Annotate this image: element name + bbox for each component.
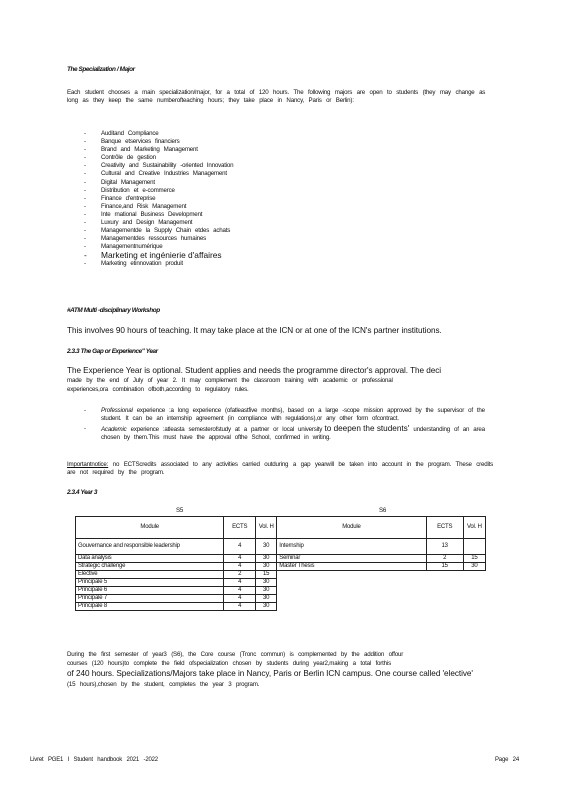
gap-line-3: experiences,ora combination ofboth,according to regulatory rules. (67, 386, 249, 393)
major-label: Digital Management (101, 178, 155, 186)
vol-cell: 30 (256, 595, 277, 603)
header-ects-s5: ECTS (224, 517, 256, 539)
major-item (84, 130, 233, 138)
gap-note (67, 461, 497, 476)
ects-cell: 4 (224, 555, 256, 563)
table-row (76, 539, 486, 555)
major-label: Banque etservices financiers (101, 138, 180, 146)
major-label: Brand and Marketing Management (101, 146, 198, 154)
bullet-dash: - (84, 259, 86, 267)
module-cell: Principale 5 (76, 579, 224, 587)
major-label: Inte rnational Business Development (101, 210, 203, 218)
major-label: Luxury and Design Management (101, 219, 193, 227)
module-cell: Principale 8 (76, 603, 224, 611)
year3-heading: 2.3.4 Year 3 (67, 489, 98, 496)
major-item (84, 203, 233, 211)
table-row (76, 555, 486, 563)
module-cell: Strategic challenge (76, 563, 224, 571)
bullet-dash: - (84, 138, 86, 146)
ects-cell: 4 (224, 563, 256, 571)
ects-cell: 4 (224, 595, 256, 603)
note-text: no ECTScredits associated to any activities carried outduring a gap yearwill be taken into account in the program. These credits are not required by the program. (67, 461, 494, 476)
header-module-s6: Module (277, 517, 426, 539)
module-cell: Data analysis (76, 555, 224, 563)
major-label: Creativity and Sustainability -oriented Innovation (101, 162, 234, 170)
major-label: Auditand Compliance (101, 130, 159, 137)
s6-label: S6 (379, 507, 387, 514)
closing-line-2: courses (120 hours)to complete the field ofspecialization chosen by students during year2,making a total forthis (67, 660, 391, 667)
vol-cell: 30 (256, 539, 277, 555)
header-vol-s6: Vol. H (463, 517, 485, 539)
bullet-dash: - (84, 243, 86, 251)
major-label: Marketing et ingénierie d'affaires (101, 250, 222, 261)
option-text: experience :a long experience (ofatleastfive months), based on a large -scope mission approved by the supervisor of the student. It can be an internship agreement (in compliance with regulations),or any other form ofcontract. (101, 407, 485, 422)
major-label: Managementde la Supply Chain etdes achats (101, 227, 231, 235)
major-item (84, 227, 233, 235)
module-cell: Principale 6 (76, 587, 224, 595)
year3-table (75, 516, 486, 611)
major-label: Finance,and Risk Management (101, 202, 187, 210)
module-cell: Seminar (277, 555, 426, 563)
bullet-dash: - (84, 178, 86, 186)
major-item (84, 138, 233, 146)
major-label: Finance d'entreprise (101, 194, 156, 202)
page-number: Page 24 (495, 757, 519, 763)
major-item (84, 251, 233, 259)
major-item (84, 235, 233, 243)
note-label: Importantnotice: (67, 461, 109, 468)
closing-line-1: During the first semester of year3 (S6), the Core course (Tronc commun) is complemented by the addition offour (67, 651, 404, 658)
bullet-dash: - (84, 186, 86, 194)
major-item (84, 170, 233, 178)
gap-option-professional: - Professional experience :a long experience (ofatleastfive months), based on a large -scope mission approved by the supervisor of the student. It can be an internship agreement (in compliance with regulations),or any other form ofcontract. (84, 407, 485, 422)
module-cell: Gouvernance and responsible leadership (76, 539, 224, 555)
major-item (84, 154, 233, 162)
major-item (84, 146, 233, 154)
header-ects-s6: ECTS (426, 517, 463, 539)
bullet-dash: - (84, 250, 87, 261)
ects-cell: 4 (224, 579, 256, 587)
major-item (84, 187, 233, 195)
table-row (76, 563, 486, 571)
vol-cell: 30 (256, 555, 277, 563)
bullet-dash: - (84, 170, 86, 178)
table-header-row (76, 517, 486, 539)
gap-option-academic: - Academic experience :atleasta semesterofstudy at a partner or local university to deepen the students' understanding of an area chosen by them.This must have the approval ofthe School, confirmed in writing. (84, 424, 485, 441)
module-cell: Internship (277, 539, 426, 555)
vol-cell: 30 (256, 587, 277, 595)
ects-cell: 4 (224, 603, 256, 611)
bullet-dash: - (84, 227, 86, 235)
vol-cell: 30 (463, 563, 485, 571)
major-label: Cultural and Creative Industries Management (101, 170, 227, 178)
table-row (76, 587, 486, 595)
gap-line-2: made by the end of July of year 2. It may complement the classroom training with academic or professional (67, 377, 393, 384)
s5-label: S5 (176, 507, 184, 514)
major-item (84, 162, 233, 170)
table-row (76, 571, 486, 579)
footer-left: Livret PGE1 I Student handbook 2021 -2022 (30, 757, 158, 763)
table-row (76, 595, 486, 603)
major-item (84, 179, 233, 187)
bullet-dash: - (84, 146, 86, 154)
vol-cell: 15 (256, 571, 277, 579)
vol-cell: 15 (463, 555, 485, 563)
option-text-large: to deepen the students' (322, 424, 410, 434)
bullet-dash: - (84, 162, 86, 170)
empty-cell (277, 571, 486, 579)
major-label: Contrôle de gestion (101, 154, 156, 162)
table-row (76, 579, 486, 587)
header-vol-s5: Vol. H (256, 517, 277, 539)
module-cell: Principale 7 (76, 595, 224, 603)
specialization-heading: The Specialization / Major (67, 66, 135, 73)
ects-cell: 4 (224, 587, 256, 595)
ects-cell: 4 (224, 539, 256, 555)
atm-text: This involves 90 hours of teaching. It may take place at the ICN or at one of the ICN's partner institutions. (67, 326, 442, 335)
bullet-dash: - (84, 210, 86, 218)
specialization-intro: Each student chooses a main specialization/major, for a total of 120 hours. The following majors are open to students (they may change as long as they keep the same numberofteaching hours; they take place in Nancy, Paris or Berlin): (67, 89, 486, 104)
header-module-s5: Module (76, 517, 224, 539)
major-label: Managementnumérique (101, 243, 163, 251)
bullet-dash: - (84, 219, 86, 227)
ects-cell: 2 (224, 571, 256, 579)
bullet-dash: - (84, 202, 86, 210)
empty-cell (277, 595, 486, 603)
empty-cell (277, 603, 486, 611)
bullet-dash: - (84, 154, 86, 162)
bullet-dash: - (84, 235, 86, 243)
table-row (76, 603, 486, 611)
major-item (84, 211, 233, 219)
closing-line-3: of 240 hours. Specializations/Majors take place in Nancy, Paris or Berlin ICN campus. One course called 'elective' (67, 669, 473, 678)
module-cell: Master Thesis (277, 563, 426, 571)
gap-options-list (84, 407, 504, 444)
vol-cell: 30 (256, 603, 277, 611)
vol-cell (463, 539, 485, 555)
ects-cell: 13 (426, 539, 463, 555)
major-label: Distribution et e-commerce (101, 186, 175, 194)
atm-heading: #ATM Multi -disciplinary Workshop (67, 307, 160, 314)
majors-list (84, 130, 233, 268)
option-label: Academic (101, 426, 127, 434)
gap-heading: 2.3.3 The Gap or Experience" Year (67, 348, 158, 355)
ects-cell: 2 (426, 555, 463, 563)
bullet-dash: - (84, 130, 86, 137)
major-item (84, 195, 233, 203)
module-cell: Elective (76, 571, 224, 579)
option-label: Professional (101, 407, 133, 414)
major-item (84, 260, 233, 268)
closing-line-4: (15 hours),chosen by the student, completes the year 3 program. (67, 681, 260, 688)
ects-cell: 15 (426, 563, 463, 571)
empty-cell (277, 587, 486, 595)
bullet-dash: - (84, 194, 86, 202)
major-label: Managementdes ressources humaines (101, 235, 207, 243)
option-text: experience :atleasta semesterofstudy at a partner or local university (130, 426, 323, 434)
major-item (84, 219, 233, 227)
vol-cell: 30 (256, 563, 277, 571)
major-label: Marketing etinnovation produit (101, 259, 183, 267)
empty-cell (277, 579, 486, 587)
gap-line-1: The Experience Year is optional. Student applies and needs the programme director's approval. The deci (67, 366, 442, 375)
option-text-after: understanding of an area chosen by them.This must have the approval ofthe School, confirmed in writing. (101, 426, 485, 441)
vol-cell: 30 (256, 579, 277, 587)
